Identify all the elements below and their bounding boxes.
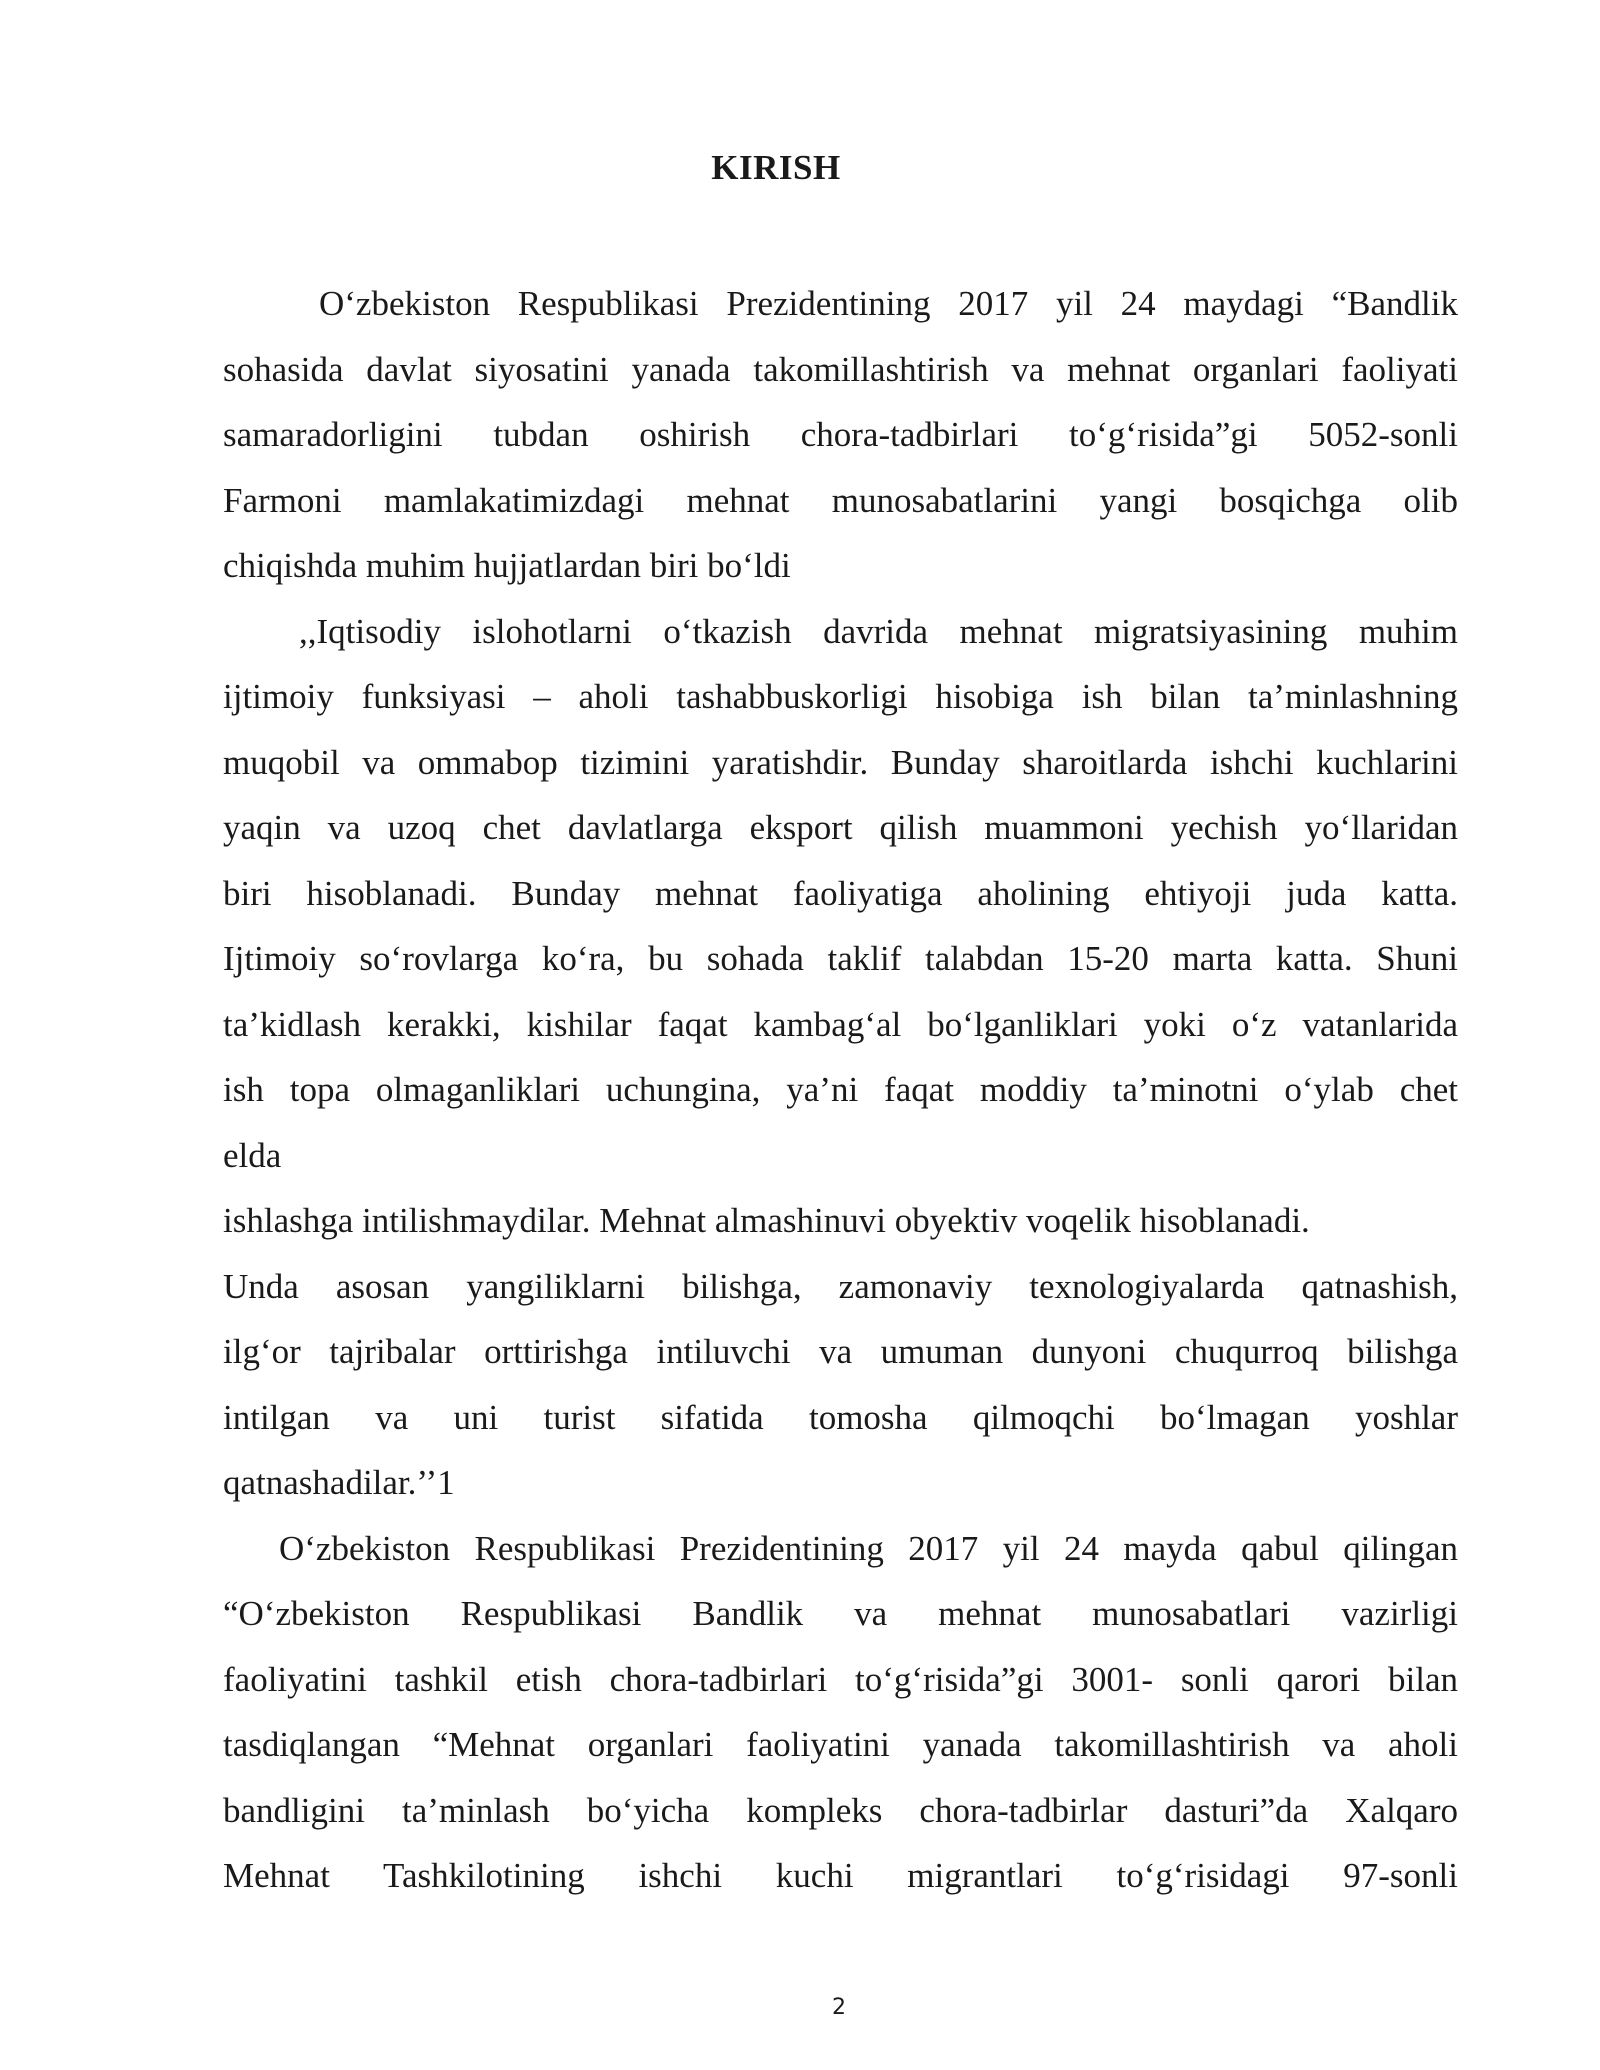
text-line: intilgan va uni turist sifatida tomosha qilmoqchi bo‘lmagan yoshlar [223, 1397, 1458, 1437]
text-line: ishlashga intilishmaydilar. Mehnat almashinuvi obyektiv voqelik hisoblanadi. [223, 1201, 1310, 1240]
text-line: chiqishda muhim hujjatlardan biri bo‘ldi [223, 546, 791, 585]
text-line: qatnashadilar.’’1 [223, 1463, 455, 1502]
text-line: ish topa olmaganliklari uchungina, ya’ni faqat moddiy ta’minotni o‘ylab chet [223, 1070, 1458, 1109]
text-line: tasdiqlangan “Mehnat organlari faoliyatini yanada takomillashtirish va aholi [223, 1725, 1458, 1764]
body-text [223, 271, 1458, 1909]
text-line: biri hisoblanadi. Bunday mehnat faoliyatiga aholining ehtiyoji juda katta. [223, 873, 1458, 913]
text-line: Farmoni mamlakatimizdagi mehnat munosabatlarini yangi bosqichga olib [223, 480, 1458, 520]
text-line: faoliyatini tashkil etish chora-tadbirlari to‘g‘risida”gi 3001- sonli qarori bilan [223, 1659, 1458, 1699]
page-number: 2 [832, 1995, 846, 2020]
text-line: ilg‘or tajribalar orttirishga intiluvchi va umuman dunyoni chuqurroq bilishga [223, 1332, 1458, 1371]
text-line: yaqin va uzoq chet davlatlarga eksport qilish muammoni yechish yo‘llaridan [223, 808, 1458, 847]
text-line: Unda asosan yangiliklarni bilishga, zamonaviy texnologiyalarda qatnashish, [223, 1266, 1458, 1306]
text-line: samaradorligini tubdan oshirish chora-tadbirlari to‘g‘risida”gi 5052-sonli [223, 415, 1458, 454]
text-line: bandligini ta’minlash bo‘yicha kompleks chora-tadbirlar dasturi”da Xalqaro [223, 1790, 1458, 1830]
text-line: “O‘zbekiston Respublikasi Bandlik va mehnat munosabatlari vazirligi [223, 1594, 1458, 1633]
text-line: Mehnat Tashkilotining ishchi kuchi migrantlari to‘g‘risidagi 97-sonli [223, 1856, 1458, 1895]
text-line: O‘zbekiston Respublikasi Prezidentining 2017 yil 24 maydagi “Bandlik [319, 284, 1458, 323]
page-title: KIRISH [711, 148, 841, 187]
text-line: ijtimoiy funksiyasi – aholi tashabbuskorligi hisobiga ish bilan ta’minlashning [223, 677, 1458, 716]
text-line: sohasida davlat siyosatini yanada takomillashtirish va mehnat organlari faoliyati [223, 349, 1458, 389]
text-line: elda [223, 1135, 282, 1175]
text-line: ta’kidlash kerakki, kishilar faqat kambag‘al bo‘lganliklari yoki o‘z vatanlarida [223, 1004, 1458, 1044]
text-line: muqobil va ommabop tizimini yaratishdir. Bunday sharoitlarda ishchi kuchlarini [223, 742, 1458, 782]
text-line: ,,Iqtisodiy islohotlarni o‘tkazish davrida mehnat migratsiyasining muhim [299, 611, 1458, 651]
text-line: Ijtimoiy so‘rovlarga ko‘ra, bu sohada taklif talabdan 15-20 marta katta. Shuni [223, 939, 1458, 978]
text-line: O‘zbekiston Respublikasi Prezidentining 2017 yil 24 mayda qabul qilingan [279, 1528, 1458, 1568]
